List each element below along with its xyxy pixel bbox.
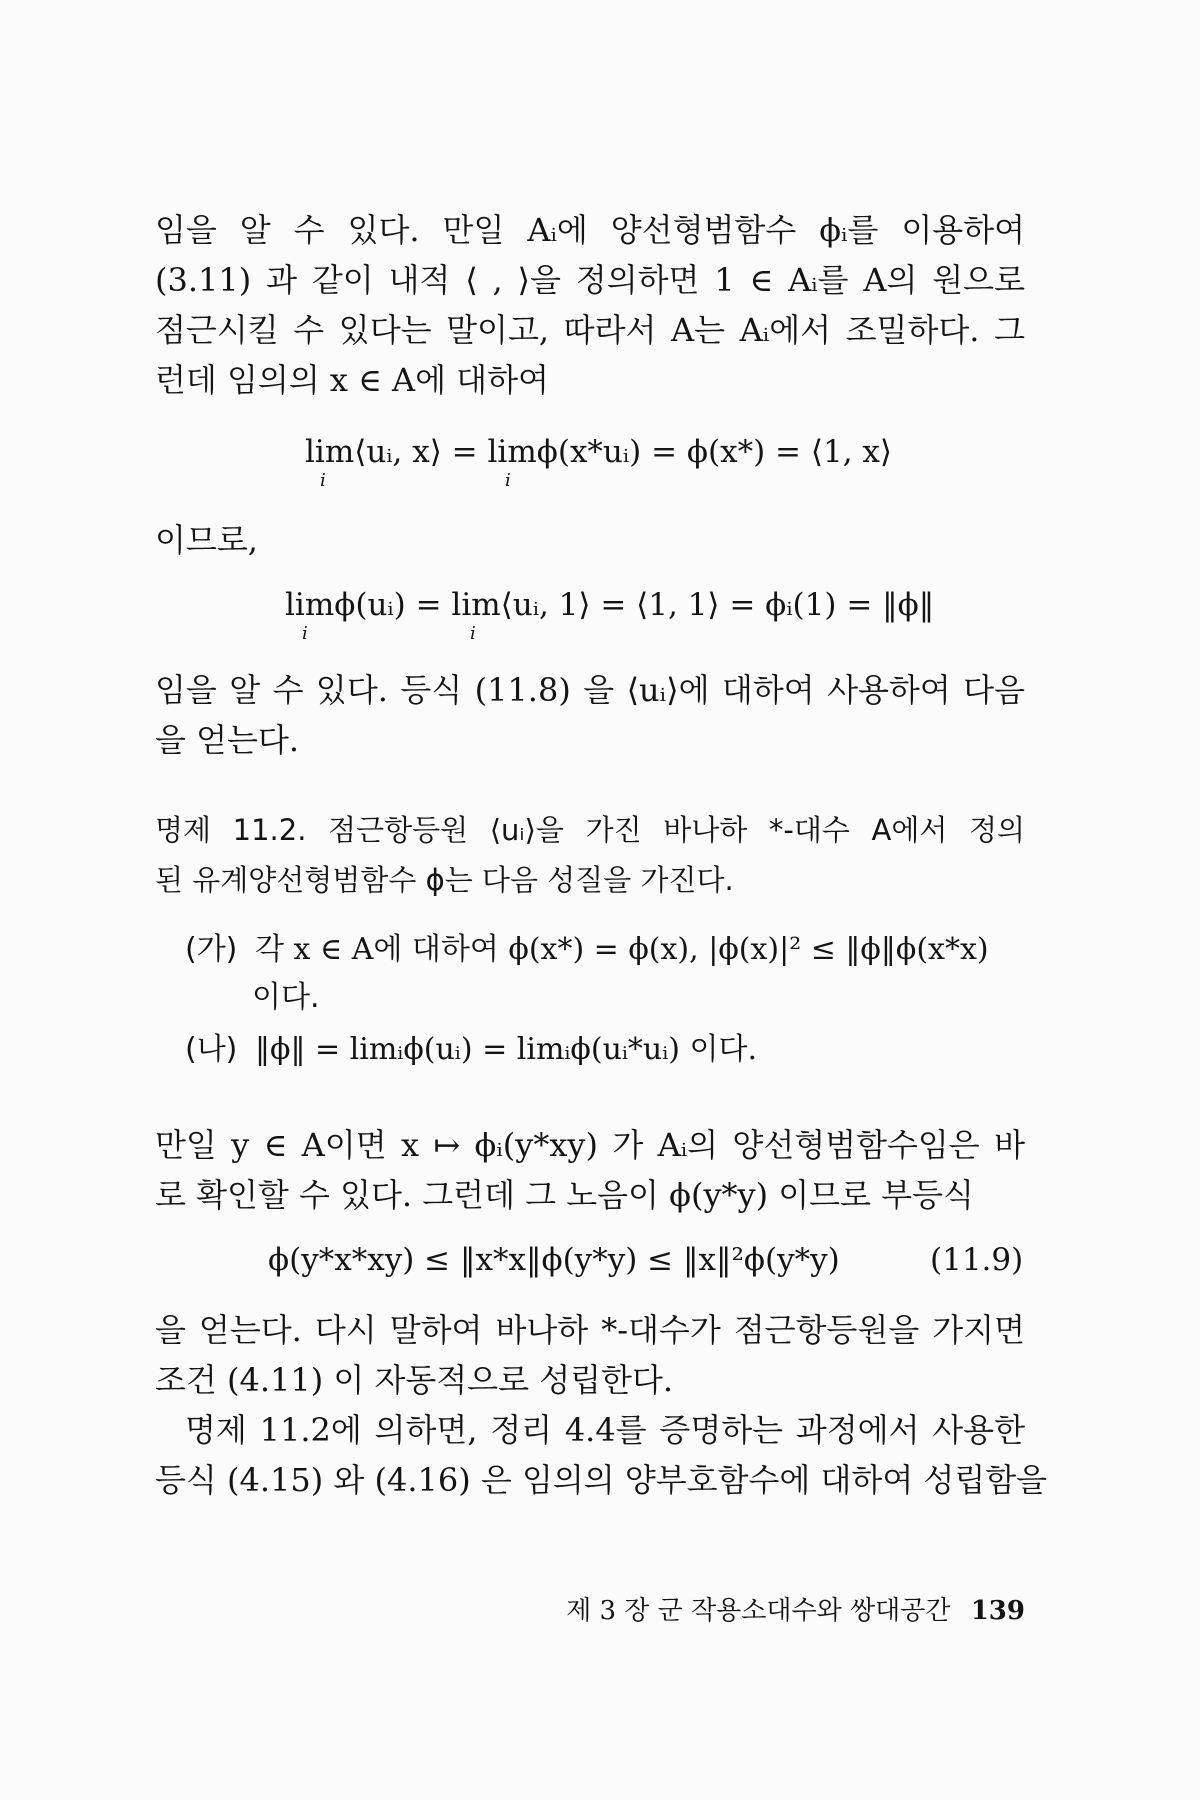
display-equation: lim⟨uᵢ, x⟩ = limϕ(x*uᵢ) = ϕ(x*) = ⟨1, x⟩ [305,434,892,470]
limit-subscript: i [320,470,326,491]
proposition-line: 명제 11.2. 점근항등원 ⟨uᵢ⟩을 가진 바나하 *-대수 A에서 정의 [155,813,1025,847]
item-text: 각 x ∈ A에 대하여 ϕ(x*) = ϕ(x), |ϕ(x)|² ≤ ‖ϕ‖ϕ(x*x) [255,932,989,967]
page-number: 139 [970,1596,1025,1626]
limit-subscript: i [302,623,308,644]
text-line: 을 얻는다. 다시 말하여 바나하 *-대수가 점근항등원을 가지면 [155,1311,1025,1349]
proposition-line: 된 유계양선형범함수 ϕ는 다음 성질을 가진다. [155,863,734,897]
chapter-title: 제 3 장 군 작용소대수와 쌍대공간 [566,1596,951,1626]
item-label: (가) [185,932,238,967]
display-equation: ϕ(y*x*xy) ≤ ‖x*x‖ϕ(y*y) ≤ ‖x‖²ϕ(y*y) [268,1242,840,1278]
limit-subscript: i [470,623,476,644]
display-equation: limϕ(uᵢ) = lim⟨uᵢ, 1⟩ = ⟨1, 1⟩ = ϕᵢ(1) = ‖ϕ‖ [285,587,935,623]
text-line: 점근시킬 수 있다는 말이고, 따라서 A는 Aᵢ에서 조밀하다. 그 [155,311,1025,349]
text-line: 조건 (4.11) 이 자동적으로 성립한다. [155,1361,674,1399]
text-line: 만일 y ∈ A이면 x ↦ ϕᵢ(y*xy) 가 Aᵢ의 양선형범함수임은 바 [155,1126,1025,1164]
text-line: 로 확인할 수 있다. 그런데 그 노음이 ϕ(y*y) 이므로 부등식 [155,1176,974,1214]
item-label: (나) [185,1032,238,1067]
equation-number: (11.9) [930,1242,1024,1278]
text-line: 을 얻는다. [155,721,299,759]
text-line: (3.11) 과 같이 내적 ⟨ , ⟩을 정의하면 1 ∈ Aᵢ를 A의 원으로 [155,261,1025,299]
text-line: 이므로, [155,521,258,559]
item-text: ‖ϕ‖ = limᵢϕ(uᵢ) = limᵢϕ(uᵢ*uᵢ) 이다. [255,1032,758,1067]
text-line: 명제 11.2에 의하면, 정리 4.4를 증명하는 과정에서 사용한 [185,1411,1025,1449]
text-line: 임을 알 수 있다. 등식 (11.8) 을 ⟨uᵢ⟩에 대하여 사용하여 다음 [155,671,1025,709]
limit-subscript: i [505,470,511,491]
text-line: 등식 (4.15) 와 (4.16) 은 임의의 양부호함수에 대하여 성립함을 [155,1461,1048,1499]
text-line: 임을 알 수 있다. 만일 Aᵢ에 양선형범함수 ϕᵢ를 이용하여 [155,211,1025,249]
item-text: 이다. [252,980,320,1015]
running-footer [566,1590,1025,1627]
text-line: 런데 임의의 x ∈ A에 대하여 [155,361,549,399]
